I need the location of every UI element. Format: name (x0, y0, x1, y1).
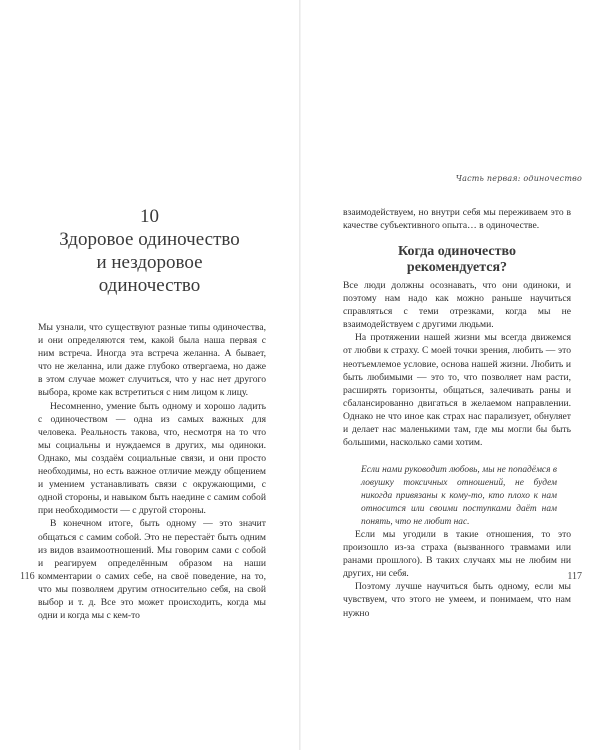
quote-text: Если нами руководит любовь, мы не попадёмся в ловушку токсичных отношений, не будем никогда привязаны к кому-то, кто плохо к нам относится или своими поступками даёт нам понять, что не любит нас. (361, 465, 557, 527)
chapter-title-line: одиночество (98, 275, 201, 296)
continuation-text (343, 206, 571, 232)
pull-quote (361, 464, 557, 529)
section-title-line: Когда одиночество (398, 244, 516, 259)
paragraph: На протяжении нашей жизни мы всегда движемся от любви к страху. С моей точки зрения, любить — это неотъемлемое условие, основа нашей жизни. Любить и быть любимыми — это то, что позволяет нам расти, расширять горизонты, общаться, залечивать раны и сбалансированно двигаться в желаемом направлении. Однако не что иное как страх нас парализует, обнуляет и делает нас маленькими там, где мы могли бы быть большими, насколько сами хотим. (343, 332, 571, 449)
paragraph: Все люди должны осознавать, что они одиноки, и поэтому нам надо как можно раньше научиться справляться с теми отрезками, когда мы не взаимодействуем с другими людьми. (343, 280, 571, 331)
chapter-title (20, 228, 279, 297)
page-number-right: 117 (567, 571, 582, 582)
paragraph: Мы узнали, что существуют разные типы одиночества, и они определяются тем, какой была наша первая с ним встреча. Иногда эта встреча желанна. А бывает, что не желанна, или даже глубоко отвергаема, но даже в этом случае может случиться, что у нас нет другого выбора, кроме как встретиться с ним лицом к лицу. (38, 322, 266, 399)
page-number-left: 116 (20, 571, 35, 582)
paragraph: Если мы угодили в такие отношения, то это произошло из-за страха (вызванного травмами или ранами прошлого). В таких случаях мы не любим ни других, ни себя. (343, 529, 571, 580)
paragraph: В конечном итоге, быть одному — это значит общаться с самим собой. Это не перестаёт быть одним из видов взаимоотношений. Мы говорим сами с собой и реагируем определённым образом на наши комментарии о самих себе, на своё поведение, на то, что мы позволяем другим относительно себя, на свой выбор и т. д. Все это может происходить, когда мы одни и когда мы с кем-то (38, 518, 266, 622)
section-title-line: рекомендуется? (406, 260, 508, 275)
paragraph: Несомненно, умение быть одному и хорошо ладить с одиночеством — одна из самых важных для человека. Реальность такова, что, несмотря на то что мы социальны и нуждаемся в других, мы одиноки. Однако, мы создаём социальные связи, и они просто необходимы, но есть важное отличие между общением и умением устанавливать связи с окружающими, с одной стороны, и навыком быть наедине с самим собой при необходимости — с другой стороны. (38, 400, 266, 517)
left-page (0, 0, 299, 750)
chapter-title-line: и нездоровое (96, 252, 203, 273)
right-page (301, 0, 600, 750)
running-head: Часть первая: одиночество (455, 174, 582, 183)
section-title (343, 244, 571, 276)
paragraph: взаимодействуем, но внутри себя мы переживаем это в качестве субъективного опыта… в одиночестве. (343, 207, 571, 232)
chapter-number: 10 (140, 206, 159, 227)
chapter-title-line: Здоровое одиночество (59, 229, 240, 250)
paragraph: Поэтому лучше научиться быть одному, если мы чувствуем, что этого не умеем, и понимаем, что нам нужно (343, 581, 571, 619)
right-body-text (343, 279, 571, 449)
left-body-text (38, 321, 266, 622)
right-body-text-bottom (343, 528, 571, 620)
